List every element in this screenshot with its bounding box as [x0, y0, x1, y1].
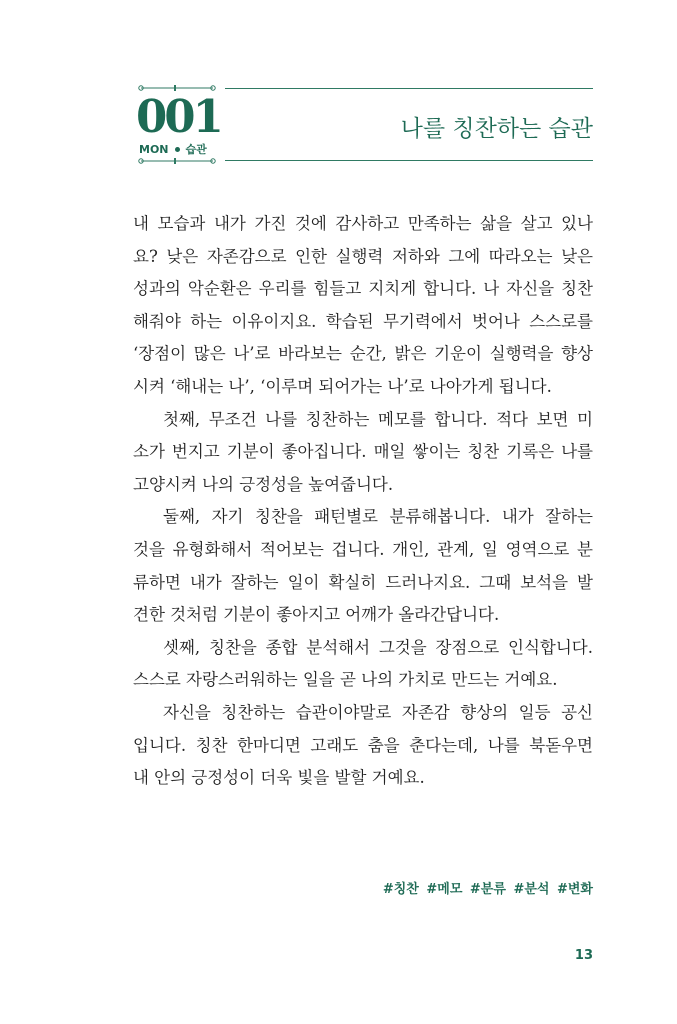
page-number: 13 — [574, 948, 593, 963]
header-rule-top — [225, 88, 593, 89]
text-line: 견한 것처럼 기분이 좋아지고 어깨가 올라간답니다. — [133, 605, 500, 625]
hashtags: #칭찬 #메모 #분류 #분석 #변화 — [382, 882, 593, 897]
paragraph — [133, 632, 593, 697]
text-line: 첫째, 무조건 나를 칭찬하는 메모를 합니다. 적다 보면 미 — [163, 409, 593, 429]
paragraph — [133, 501, 593, 631]
text-line: 자신을 칭찬하는 습관이야말로 자존감 향상의 일등 공신 — [163, 702, 593, 722]
text-line: 입니다. 칭찬 한마디면 고래도 춤을 춘다는데, 나를 북돋우면 — [133, 735, 593, 755]
page-title: 나를 칭찬하는 습관 — [400, 116, 593, 142]
ornament-bottom — [138, 156, 216, 166]
text-line: 소가 번지고 기분이 좋아집니다. 매일 쌓이는 칭찬 기록은 나를 — [133, 442, 593, 462]
bullet-dot-icon — [175, 147, 180, 152]
text-line: 성과의 악순환은 우리를 힘들고 지치게 합니다. 나 자신을 칭찬 — [133, 279, 593, 299]
text-line: 내 모습과 내가 가진 것에 감사하고 만족하는 삶을 살고 있나 — [133, 214, 593, 233]
text-line: ‘장점이 많은 나’로 바라보는 순간, 밝은 기운이 실행력을 향상 — [133, 344, 593, 364]
text-line: 해줘야 하는 이유이지요. 학습된 무기력에서 벗어나 스스로를 — [133, 311, 593, 331]
header-rule-bottom — [225, 160, 593, 161]
text-line: 류하면 내가 잘하는 일이 확실히 드러나지요. 그때 보석을 발 — [133, 572, 593, 592]
text-line: 스스로 자랑스러워하는 일을 곧 나의 가치로 만드는 거예요. — [133, 670, 558, 690]
text-line: 요? 낮은 자존감으로 인한 실행력 저하와 그에 따라오는 낮은 — [133, 246, 593, 266]
text-line: 시켜 ‘해내는 나’, ‘이루며 되어가는 나’로 나아가게 됩니다. — [133, 376, 552, 396]
paragraph — [133, 208, 593, 404]
day-label: MON — [139, 143, 169, 156]
paragraph — [133, 404, 593, 502]
text-line: 고양시켜 나의 긍정성을 높여줍니다. — [133, 474, 394, 494]
text-line: 둘째, 자기 칭찬을 패턴별로 분류해봅니다. 내가 잘하는 — [163, 507, 593, 527]
text-line: 내 안의 긍정성이 더욱 빛을 발할 거예요. — [133, 768, 425, 788]
entry-subtitle — [139, 141, 207, 157]
paragraph — [133, 697, 593, 795]
entry-number: 001 — [136, 90, 221, 143]
text-line: 셋째, 칭찬을 종합 분석해서 그것을 장점으로 인식합니다. — [163, 637, 593, 657]
category-label: 습관 — [185, 143, 207, 156]
body-text — [133, 208, 593, 795]
text-line: 것을 유형화해서 적어보는 겁니다. 개인, 관계, 일 영역으로 분 — [133, 539, 593, 559]
